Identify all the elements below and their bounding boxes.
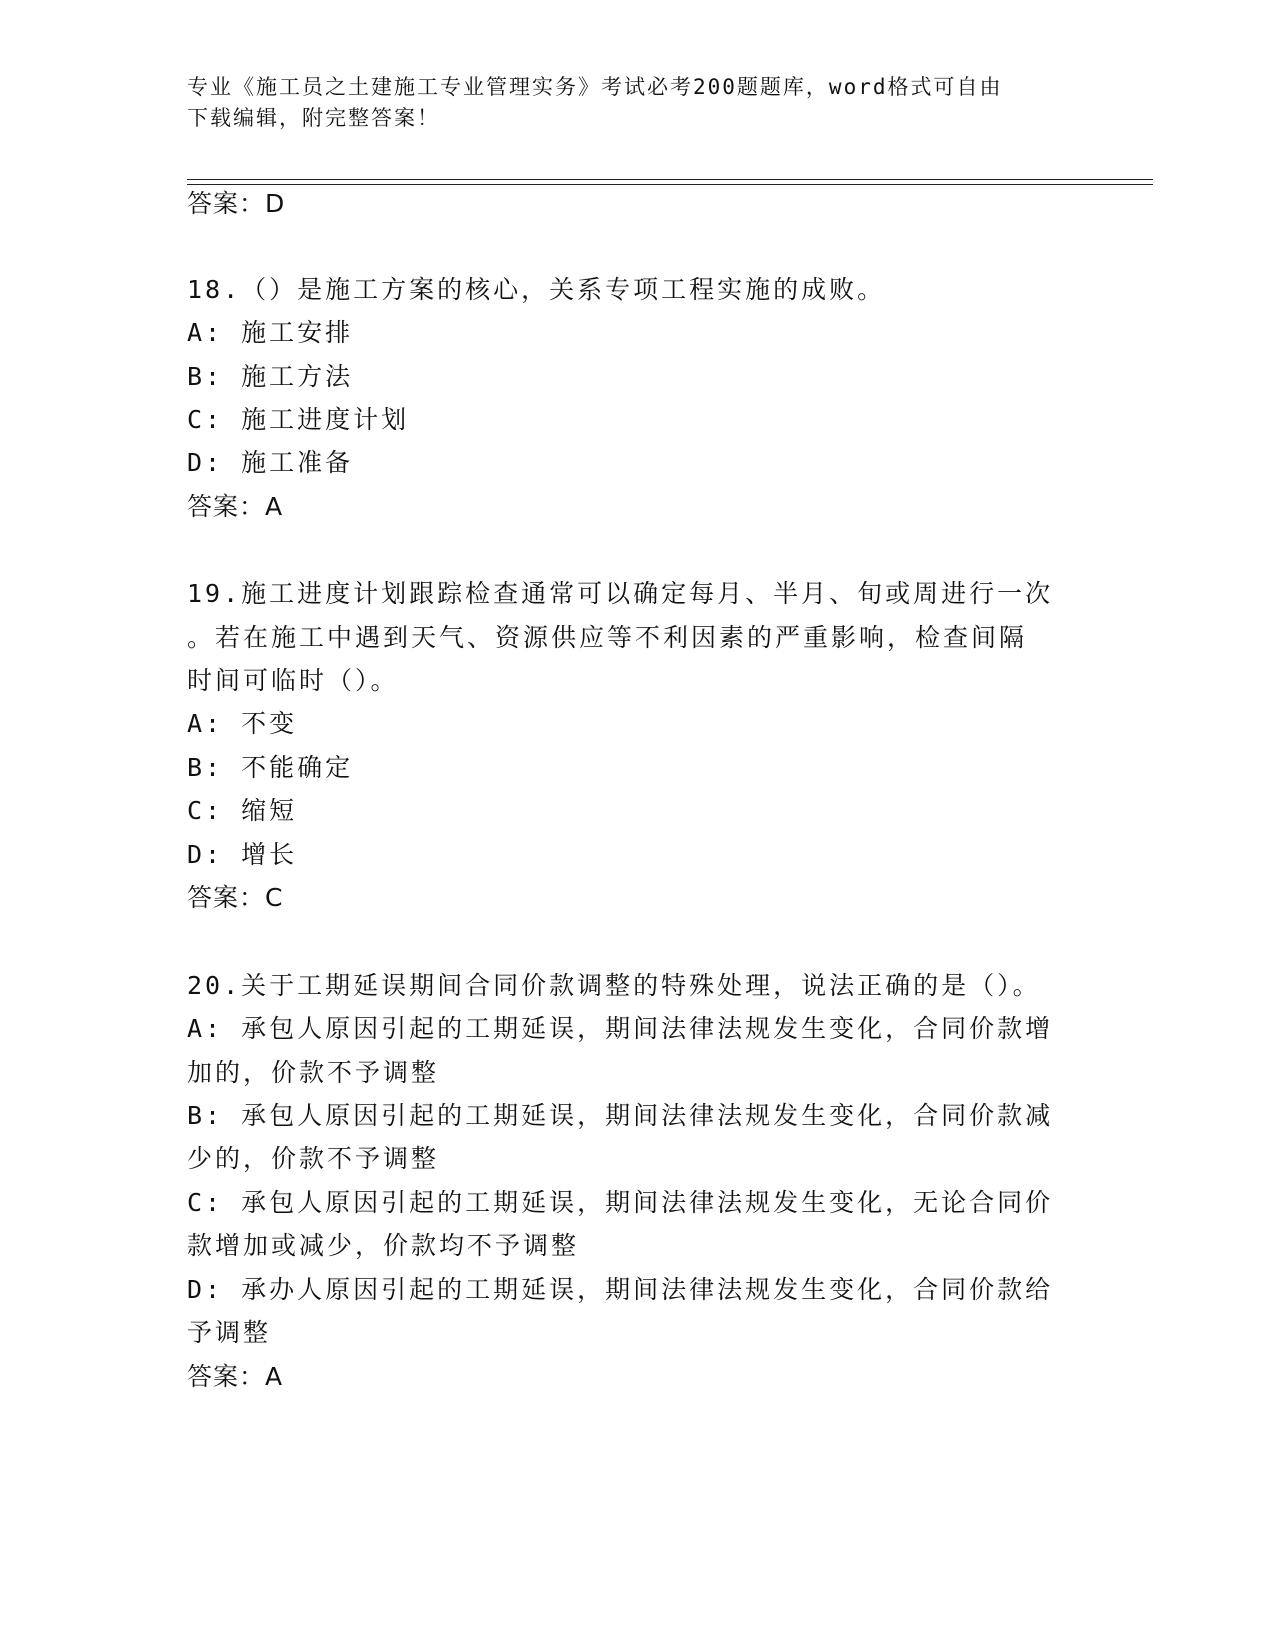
previous-answer: 答案：D [187,189,286,218]
header-rule-top [187,179,1153,180]
header-line: 下载编辑，附完整答案！ [187,106,440,130]
question-19-stem: 时间可临时（）。 [187,666,399,695]
question-19-stem: 19.施工进度计划跟踪检查通常可以确定每月、半月、旬或周进行一次 [187,579,1054,608]
question-20-option-c: 款增加或减少，价款均不予调整 [187,1231,580,1260]
question-19-stem: 。若在施工中遇到天气、资源供应等不利因素的严重影响，检查间隔 [187,623,1028,652]
header-rule-bottom [187,184,1153,185]
question-20-option-b: 少的，价款不予调整 [187,1144,440,1173]
question-18-stem: 18.（）是施工方案的核心，关系专项工程实施的成败。 [187,275,886,304]
question-18-option-b: B: 施工方法 [187,362,354,391]
header-line: 专业《施工员之土建施工专业管理实务》考试必考200题题库，word格式可自由 [187,75,1003,99]
question-18-option-d: D: 施工准备 [187,448,354,477]
question-20-option-c: C: 承包人原因引起的工期延误，期间法律法规发生变化，无论合同价 [187,1188,1054,1217]
header-note [187,72,1067,134]
question-19-option-b: B: 不能确定 [187,753,354,782]
question-18-option-c: C: 施工进度计划 [187,405,410,434]
question-19-option-c: C: 缩短 [187,796,298,825]
question-20-stem: 20.关于工期延误期间合同价款调整的特殊处理，说法正确的是（）。 [187,971,1041,1000]
question-18-option-a: A: 施工安排 [187,318,354,347]
question-20-option-a: 加的，价款不予调整 [187,1058,440,1087]
question-20-option-b: B: 承包人原因引起的工期延误，期间法律法规发生变化，合同价款减 [187,1101,1054,1130]
question-19-option-d: D: 增长 [187,840,298,869]
question-20-option-d: D: 承办人原因引起的工期延误，期间法律法规发生变化，合同价款给 [187,1275,1054,1304]
question-20-option-d: 予调整 [187,1318,272,1347]
question-20-answer: 答案：A [187,1362,284,1391]
question-18-answer: 答案：A [187,492,284,521]
question-19-option-a: A: 不变 [187,709,298,738]
question-19-answer: 答案：C [187,883,284,912]
question-20-option-a: A: 承包人原因引起的工期延误，期间法律法规发生变化，合同价款增 [187,1014,1054,1043]
